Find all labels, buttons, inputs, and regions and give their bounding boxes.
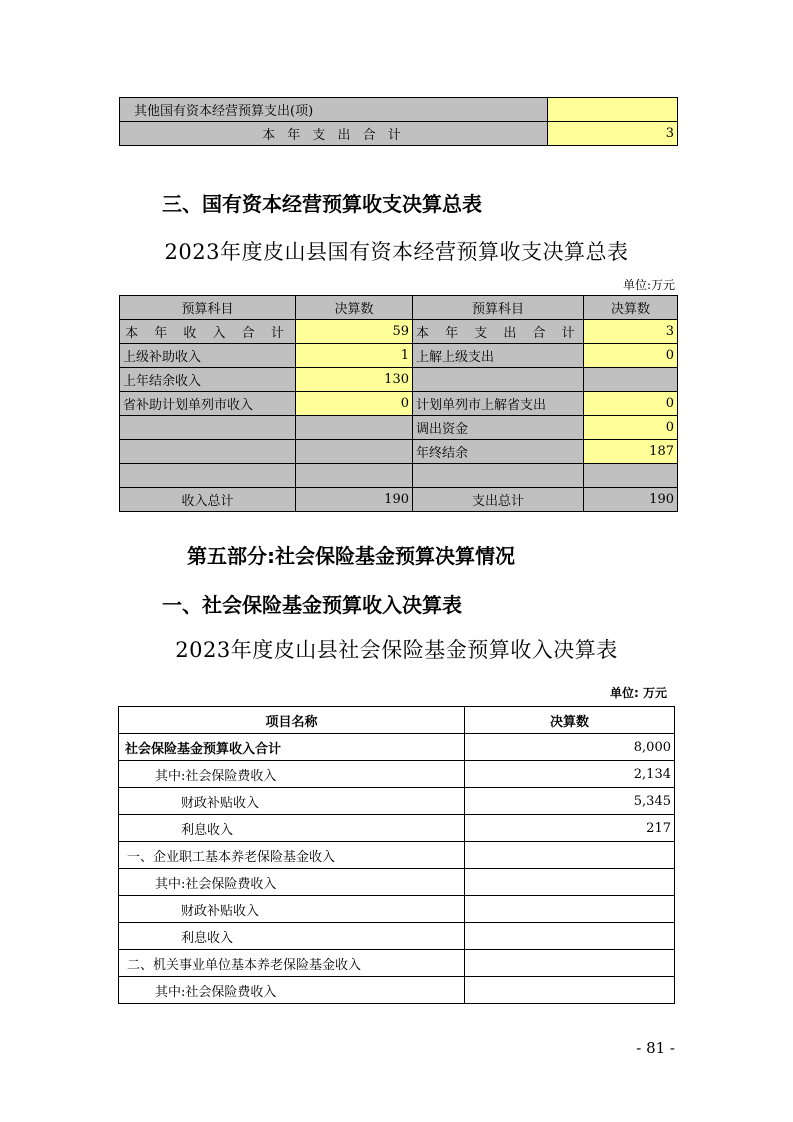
table-title: 2023年度皮山县国有资本经营预算收支决算总表: [164, 240, 629, 264]
row-value: [465, 869, 675, 896]
row-label: 上年结余收入: [120, 368, 296, 392]
row-value: 217: [465, 815, 675, 842]
table-row: [120, 122, 678, 146]
row-label: 其中:社会保险费收入: [119, 977, 465, 1004]
row-label: [413, 368, 584, 392]
table-title: 2023年度皮山县社会保险基金预算收入决算表: [175, 638, 618, 662]
unit-label: 单位: 万元: [610, 686, 667, 700]
row-label: 其中:社会保险费收入: [119, 869, 465, 896]
row-label: 其他国有资本经营预算支出(项): [120, 98, 548, 122]
table-header-row: [120, 296, 678, 320]
row-value: [584, 464, 678, 488]
row-value: 190: [296, 488, 413, 512]
row-value: 1: [296, 344, 413, 368]
row-label: 支出总计: [413, 488, 584, 512]
table-row: [119, 788, 675, 815]
row-label: 上解上级支出: [413, 344, 584, 368]
column-header: 决算数: [465, 707, 675, 734]
row-value: [584, 368, 678, 392]
column-header: 预算科目: [120, 296, 296, 320]
row-label: [120, 440, 296, 464]
row-label: 社会保险基金预算收入合计: [119, 734, 465, 761]
state-capital-summary-table: [119, 295, 678, 512]
table-row: [120, 416, 678, 440]
row-value: 0: [584, 344, 678, 368]
row-label: 年终结余: [413, 440, 584, 464]
row-value: [548, 98, 678, 122]
row-value: [296, 440, 413, 464]
table-row: [120, 488, 678, 512]
row-label: 其中:社会保险费收入: [119, 761, 465, 788]
row-label: 财政补贴收入: [119, 788, 465, 815]
row-value: 130: [296, 368, 413, 392]
row-value: 0: [584, 392, 678, 416]
table-row: [119, 869, 675, 896]
table-row: [119, 815, 675, 842]
row-value: 3: [584, 320, 678, 344]
row-value: 190: [584, 488, 678, 512]
table-row: [119, 950, 675, 977]
table-row: [120, 344, 678, 368]
row-value: [296, 464, 413, 488]
row-value: 3: [548, 122, 678, 146]
row-label: [120, 464, 296, 488]
table-row: [119, 842, 675, 869]
section-heading: 三、国有资本经营预算收支决算总表: [162, 192, 482, 216]
row-label: 收入总计: [120, 488, 296, 512]
table-row: [119, 761, 675, 788]
column-header: 决算数: [584, 296, 678, 320]
part-heading: 第五部分:社会保险基金预算决算情况: [187, 544, 515, 568]
row-label: 本 年 支 出 合 计: [413, 320, 584, 344]
row-label: 一、企业职工基本养老保险基金收入: [119, 842, 465, 869]
row-label: 本 年 支 出 合 计: [120, 122, 548, 146]
row-value: [465, 896, 675, 923]
row-label: 计划单列市上解省支出: [413, 392, 584, 416]
expenditure-continuation-table: [119, 97, 678, 146]
unit-label: 单位:万元: [622, 278, 675, 292]
table-row: [120, 392, 678, 416]
row-label: 本 年 收 入 合 计: [120, 320, 296, 344]
table-row: [120, 368, 678, 392]
table-row: [119, 977, 675, 1004]
table-header-row: [119, 707, 675, 734]
table-row: [120, 440, 678, 464]
row-value: 5,345: [465, 788, 675, 815]
row-value: [465, 977, 675, 1004]
row-value: 59: [296, 320, 413, 344]
table-row: [119, 896, 675, 923]
row-value: [465, 923, 675, 950]
row-value: 0: [584, 416, 678, 440]
row-label: 财政补贴收入: [119, 896, 465, 923]
row-value: [465, 842, 675, 869]
social-insurance-income-table: [118, 706, 675, 1004]
row-value: 0: [296, 392, 413, 416]
column-header: 项目名称: [119, 707, 465, 734]
section-heading: 一、社会保险基金预算收入决算表: [162, 593, 462, 617]
table-row: [120, 98, 678, 122]
column-header: 决算数: [296, 296, 413, 320]
column-header: 预算科目: [413, 296, 584, 320]
row-label: 利息收入: [119, 923, 465, 950]
row-label: [413, 464, 584, 488]
row-label: 二、机关事业单位基本养老保险基金收入: [119, 950, 465, 977]
row-value: [465, 950, 675, 977]
table-row: [120, 464, 678, 488]
row-label: 省补助计划单列市收入: [120, 392, 296, 416]
table-row: [119, 734, 675, 761]
table-row: [119, 923, 675, 950]
row-value: [296, 416, 413, 440]
row-label: [120, 416, 296, 440]
row-value: 187: [584, 440, 678, 464]
row-label: 上级补助收入: [120, 344, 296, 368]
row-label: 利息收入: [119, 815, 465, 842]
row-value: 2,134: [465, 761, 675, 788]
row-label: 调出资金: [413, 416, 584, 440]
page-number: - 81 -: [636, 1039, 675, 1057]
row-value: 8,000: [465, 734, 675, 761]
table-row: [120, 320, 678, 344]
